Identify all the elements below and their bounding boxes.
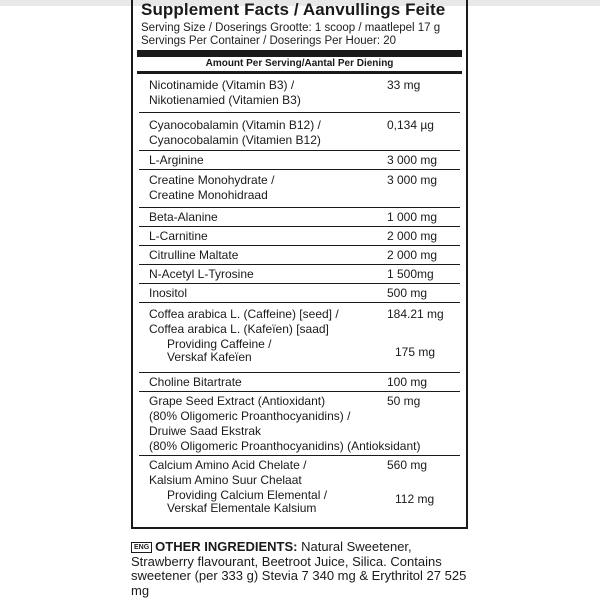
supplement-facts-panel — [131, 0, 468, 529]
nutrient-amount: 560 mg — [387, 458, 428, 472]
sub-nutrient-name: Providing Calcium Elemental / — [167, 488, 328, 502]
nutrient-name: (80% Oligomeric Proanthocyanidins) / — [149, 409, 351, 423]
nutrient-amount: 3 000 mg — [387, 173, 438, 187]
nutrient-row — [139, 112, 460, 150]
nutrient-row — [139, 74, 460, 112]
nutrient-name: Inositol — [149, 286, 188, 300]
nutrient-row — [139, 455, 460, 523]
panel-title: Supplement Facts / Aanvullings Feite — [141, 0, 446, 19]
nutrient-row — [139, 264, 460, 283]
nutrient-amount: 50 mg — [387, 394, 421, 408]
nutrient-name: Choline Bitartrate — [149, 375, 242, 389]
nutrient-name: L-Arginine — [149, 153, 204, 167]
nutrient-row — [139, 302, 460, 372]
sub-nutrient-name: Verskaf Kafeïen — [167, 350, 252, 364]
nutrient-name: Cyanocobalamin (Vitamien B12) — [149, 133, 321, 147]
sub-nutrient-amount: 112 mg — [395, 492, 435, 506]
nutrient-name: N-Acetyl L-Tyrosine — [149, 267, 254, 281]
nutrient-amount: 2 000 mg — [387, 248, 438, 262]
nutrient-name: L-Carnitine — [149, 229, 208, 243]
other-ingredients-heading: OTHER INGREDIENTS: — [155, 539, 298, 554]
nutrient-amount: 100 mg — [387, 375, 428, 389]
nutrient-name: Beta-Alanine — [149, 210, 218, 224]
nutrient-name: Calcium Amino Acid Chelate / — [149, 458, 307, 472]
nutrient-amount: 2 000 mg — [387, 229, 438, 243]
nutrient-name: Nicotinamide (Vitamin B3) / — [149, 78, 295, 92]
nutrient-name: Coffea arabica L. (Caffeine) [seed] / — [149, 307, 339, 321]
nutrient-name: Citrulline Maltate — [149, 248, 239, 262]
language-tag: ENG — [131, 542, 152, 553]
sub-nutrient-amount: 175 mg — [395, 345, 436, 359]
nutrient-name: (80% Oligomeric Proanthocyanidins) (Antioksidant) — [149, 439, 421, 453]
nutrient-row — [139, 372, 460, 391]
nutrient-row — [139, 169, 460, 207]
nutrient-row — [139, 207, 460, 226]
nutrient-row — [139, 150, 460, 169]
nutrient-row — [139, 226, 460, 245]
nutrient-row — [139, 245, 460, 264]
nutrient-name: Kalsium Amino Suur Chelaat — [149, 473, 302, 487]
nutrient-name: Druiwe Saad Ekstrak — [149, 424, 262, 438]
other-ingredients — [131, 540, 476, 598]
nutrient-amount: 1 500mg — [387, 267, 434, 281]
serving-size: Serving Size / Doserings Grootte: 1 scoop / maatlepel 17 g — [141, 22, 441, 34]
nutrient-amount: 3 000 mg — [387, 153, 438, 167]
nutrient-table — [139, 74, 460, 523]
nutrient-name: Creatine Monohydrate / — [149, 173, 275, 187]
nutrient-name: Coffea arabica L. (Kafeïen) [saad] — [149, 322, 329, 336]
amount-column-header: Amount Per Serving/Aantal Per Diening — [205, 58, 394, 69]
thick-divider — [137, 50, 462, 57]
nutrient-amount: 33 mg — [387, 78, 421, 92]
nutrient-row — [139, 283, 460, 302]
nutrient-amount: 1 000 mg — [387, 210, 438, 224]
other-ingredients-text: Natural Sweetener, Strawberry flavourant, Beetroot Juice, Silica. Contains sweetener (per 333 g) Stevia 7 340 mg & Erythritol 27 525 mg — [131, 539, 467, 598]
nutrient-amount: 500 mg — [387, 286, 428, 300]
nutrient-amount: 184.21 mg — [387, 307, 444, 321]
sub-nutrient-name: Providing Caffeine / — [167, 337, 272, 351]
nutrient-name: Creatine Monohidraad — [149, 188, 268, 202]
nutrient-name: Nikotienamied (Vitamien B3) — [149, 93, 301, 107]
nutrient-name: Cyanocobalamin (Vitamin B12) / — [149, 118, 321, 132]
nutrient-row — [139, 391, 460, 455]
nutrient-amount: 0,134 µg — [387, 118, 434, 132]
servings-per-container: Servings Per Container / Doserings Per Houer: 20 — [141, 35, 397, 47]
sub-nutrient-name: Verskaf Elementale Kalsium — [167, 501, 317, 515]
nutrient-name: Grape Seed Extract (Antioxidant) — [149, 394, 326, 408]
